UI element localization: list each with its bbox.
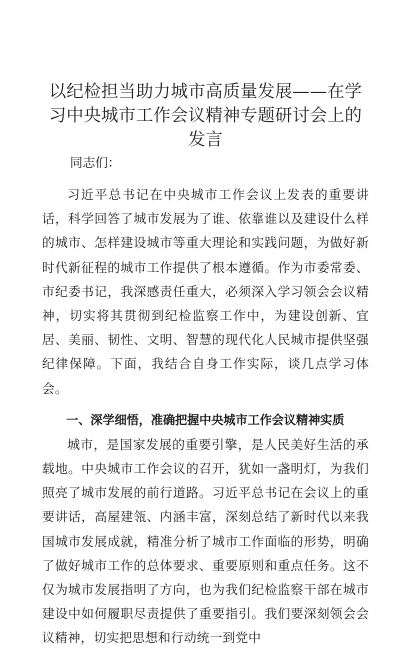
section-heading: 一、深学细悟，准确把握中央城市工作会议精神实质 (66, 412, 345, 427)
intro-paragraph: 习近平总书记在中央城市工作会议上发表的重要讲话，科学回答了城市发展为了谁、依靠谁以及建设什么样的城市、怎样建设城市等重大理论和实践问题，为做好新时代新征程的城市工作提供了根本遵循。作为市委常委、市纪委书记，我深感责任重大，必须深入学习领会会议精神，切实将其贯彻到纪检监察工作中，为建设创新、宜居、美丽、韧性、文明、智慧的现代化人民城市提供坚强纪律保障。下面，我结合自身工作实际，谈几点学习体会。 (42, 187, 369, 396)
section-paragraph: 城市，是国家发展的重要引擎，是人民美好生活的承载地。中央城市工作会议的召开，犹如一盏明灯，为我们照亮了城市发展的前行道路。习近平总书记在会议上的重要讲话，高屋建瓴、内涵丰富，深刻总结了新时代以来我国城市发展成就，精准分析了城市工作面临的形势，明确了做好城市工作的总体要求、重要原则和重点任务。这不仅为城市发展指明了方向，也为我们纪检监察干部在城市建设中如何履职尽责提供了重要指引。我们要深刻领会会议精神，切实把思想和行动统一到党中 (42, 436, 369, 646)
document-page (0, 80, 410, 660)
greeting: 同志们： (70, 155, 121, 170)
document-title: 以纪检担当助力城市高质量发展——在学习中央城市工作会议精神专题研讨会上的发言 (49, 82, 362, 150)
